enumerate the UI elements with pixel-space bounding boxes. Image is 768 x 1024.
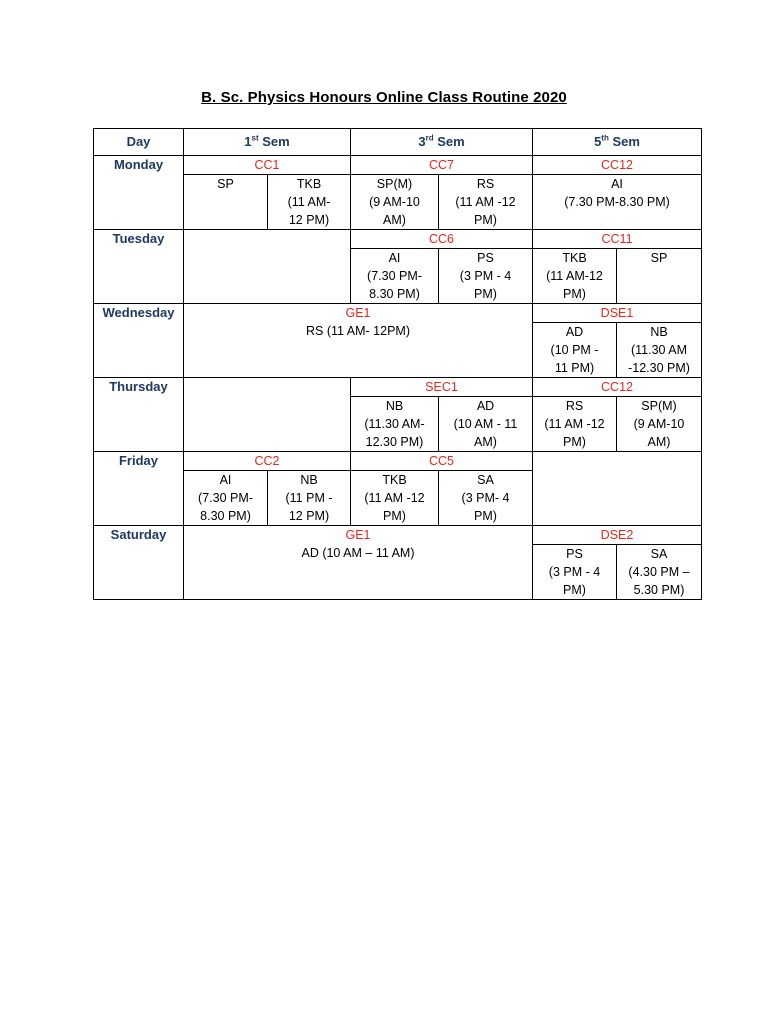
monday-code-row <box>94 156 702 175</box>
class-cell: NB (11.30 AM- 12.30 PM) <box>351 397 439 452</box>
class-cell: SA (4.30 PM – 5.30 PM) <box>617 545 702 600</box>
paper-code: GE1 <box>345 306 371 320</box>
day-thursday: Thursday <box>94 378 184 452</box>
paper-code: GE1 <box>345 528 371 542</box>
friday-code-row <box>94 452 702 471</box>
class-cell: SP(M) (9 AM-10 AM) <box>351 175 439 230</box>
paper-code: CC2 <box>184 452 351 471</box>
class-cell: AD (10 PM - 11 PM) <box>533 323 617 378</box>
paper-code: CC6 <box>351 230 533 249</box>
class-cell: SP <box>617 249 702 304</box>
saturday-code-row <box>94 526 702 545</box>
monday-class-row <box>94 175 702 230</box>
empty-cell <box>184 378 351 452</box>
header-sem5: 5th Sem <box>533 129 702 156</box>
day-friday: Friday <box>94 452 184 526</box>
paper-code: DSE1 <box>533 304 702 323</box>
ge-cell <box>184 304 533 378</box>
paper-code: SEC1 <box>351 378 533 397</box>
class-cell: RS (11 AM -12 PM) <box>533 397 617 452</box>
header-sem3: 3rd Sem <box>351 129 533 156</box>
tuesday-code-row <box>94 230 702 249</box>
header-row <box>94 129 702 156</box>
class-text: AD (10 AM – 11 AM) <box>301 546 415 560</box>
class-cell: NB (11 PM - 12 PM) <box>268 471 351 526</box>
paper-code: CC12 <box>533 156 702 175</box>
day-tuesday: Tuesday <box>94 230 184 304</box>
empty-cell <box>533 452 702 526</box>
class-cell: AI (7.30 PM-8.30 PM) <box>533 175 702 230</box>
class-text: RS (11 AM- 12PM) <box>306 324 410 338</box>
class-cell: TKB (11 AM-12 PM) <box>533 249 617 304</box>
paper-code: CC11 <box>533 230 702 249</box>
class-cell: TKB (11 AM -12 PM) <box>351 471 439 526</box>
routine-table <box>93 128 702 600</box>
paper-code: CC12 <box>533 378 702 397</box>
paper-code: DSE2 <box>533 526 702 545</box>
empty-cell <box>184 230 351 304</box>
class-cell: AD (10 AM - 11 AM) <box>439 397 533 452</box>
thursday-code-row <box>94 378 702 397</box>
class-cell: PS (3 PM - 4 PM) <box>533 545 617 600</box>
day-monday: Monday <box>94 156 184 230</box>
class-cell: TKB (11 AM- 12 PM) <box>268 175 351 230</box>
class-cell: SP <box>184 175 268 230</box>
page-title: B. Sc. Physics Honours Online Class Routine 2020 <box>201 89 567 106</box>
ge-cell <box>184 526 533 600</box>
class-cell: AI (7.30 PM- 8.30 PM) <box>351 249 439 304</box>
paper-code: CC1 <box>184 156 351 175</box>
paper-code: CC5 <box>351 452 533 471</box>
class-cell: SP(M) (9 AM-10 AM) <box>617 397 702 452</box>
wednesday-code-row <box>94 304 702 323</box>
class-cell: AI (7.30 PM- 8.30 PM) <box>184 471 268 526</box>
class-cell: PS (3 PM - 4 PM) <box>439 249 533 304</box>
paper-code: CC7 <box>351 156 533 175</box>
day-wednesday: Wednesday <box>94 304 184 378</box>
header-day: Day <box>94 129 184 156</box>
day-saturday: Saturday <box>94 526 184 600</box>
header-sem1: 1st Sem <box>184 129 351 156</box>
class-cell: NB (11.30 AM -12.30 PM) <box>617 323 702 378</box>
class-cell: RS (11 AM -12 PM) <box>439 175 533 230</box>
class-cell: SA (3 PM- 4 PM) <box>439 471 533 526</box>
